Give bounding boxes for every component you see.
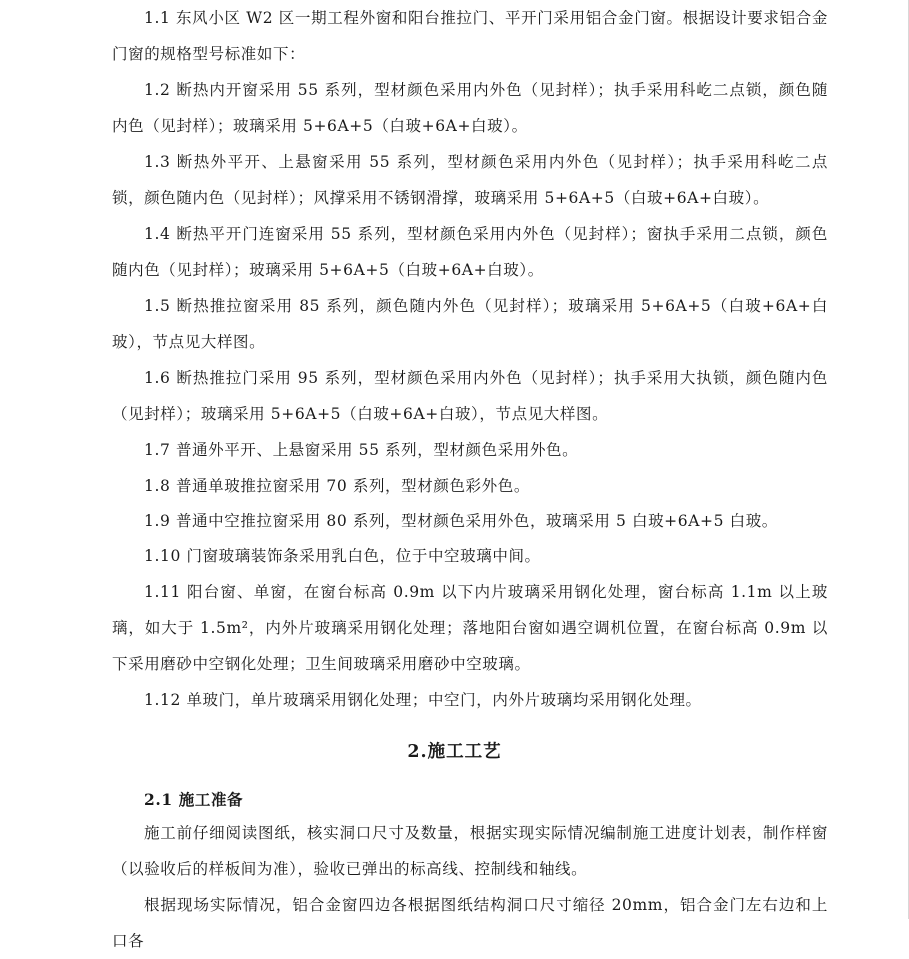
paragraph-1-7: 1.7 普通外平开、上悬窗采用 55 系列，型材颜色采用外色。 [144, 441, 579, 459]
paragraph-1-2: 1.2 断热内开窗采用 55 系列，型材颜色采用内外色（见封样）；执手采用科屹二点锁，颜色随内色（见封样）；玻璃采用 5+6A+5（白玻+6A+白玻）。 [112, 81, 828, 135]
body-paragraph-site-conditions: 根据现场实际情况，铝合金窗四边各根据图纸结构洞口尺寸缩径 20mm，铝合金门左右边和上口各 [112, 896, 828, 950]
paragraph-1-6: 1.6 断热推拉门采用 95 系列，型材颜色采用内外色（见封样）；执手采用大执锁，颜色随内色（见封样）；玻璃采用 5+6A+5（白玻+6A+白玻），节点见大样图。 [112, 369, 828, 423]
paragraph-1-8: 1.8 普通单玻推拉窗采用 70 系列，型材颜色彩外色。 [144, 477, 530, 495]
paragraph-1-9: 1.9 普通中空推拉窗采用 80 系列，型材颜色采用外色，玻璃采用 5 白玻+6A+5 白玻。 [144, 512, 778, 530]
paragraph-1-4: 1.4 断热平开门连窗采用 55 系列，型材颜色采用内外色（见封样）；窗执手采用二点锁，颜色随内色（见封样）；玻璃采用 5+6A+5（白玻+6A+白玻）。 [112, 225, 828, 279]
paragraph-1-10: 1.10 门窗玻璃装饰条采用乳白色，位于中空玻璃中间。 [144, 547, 541, 565]
paragraph-1-1: 1.1 东风小区 W2 区一期工程外窗和阳台推拉门、平开门采用铝合金门窗。根据设计要求铝合金门窗的规格型号标准如下： [112, 9, 828, 63]
paragraph-1-5: 1.5 断热推拉窗采用 85 系列，颜色随内外色（见封样）；玻璃采用 5+6A+5（白玻+6A+白玻），节点见大样图。 [112, 297, 828, 351]
body-paragraph-preparation: 施工前仔细阅读图纸，核实洞口尺寸及数量，根据实现实际情况编制施工进度计划表，制作样窗（以验收后的样板间为准），验收已弹出的标高线、控制线和轴线。 [112, 824, 828, 878]
paragraph-1-12: 1.12 单玻门，单片玻璃采用钢化处理；中空门，内外片玻璃均采用钢化处理。 [144, 691, 702, 709]
subsection-heading: 2.1 施工准备 [144, 790, 244, 809]
paragraph-1-3: 1.3 断热外平开、上悬窗采用 55 系列，型材颜色采用内外色（见封样）；执手采用科屹二点锁，颜色随内色（见封样）；风撑采用不锈钢滑撑，玻璃采用 5+6A+5（白玻+6A+白玻）。 [112, 153, 828, 207]
paragraph-1-11: 1.11 阳台窗、单窗，在窗台标高 0.9m 以下内片玻璃采用钢化处理，窗台标高 1.1m 以上玻璃，如大于 1.5m²，内外片玻璃采用钢化处理；落地阳台窗如遇空调机位置，在窗台标高 0.9m 以下采用磨砂中空钢化处理；卫生间玻璃采用磨砂中空玻璃。 [112, 583, 828, 673]
section-heading: 2.施工工艺 [407, 742, 502, 762]
